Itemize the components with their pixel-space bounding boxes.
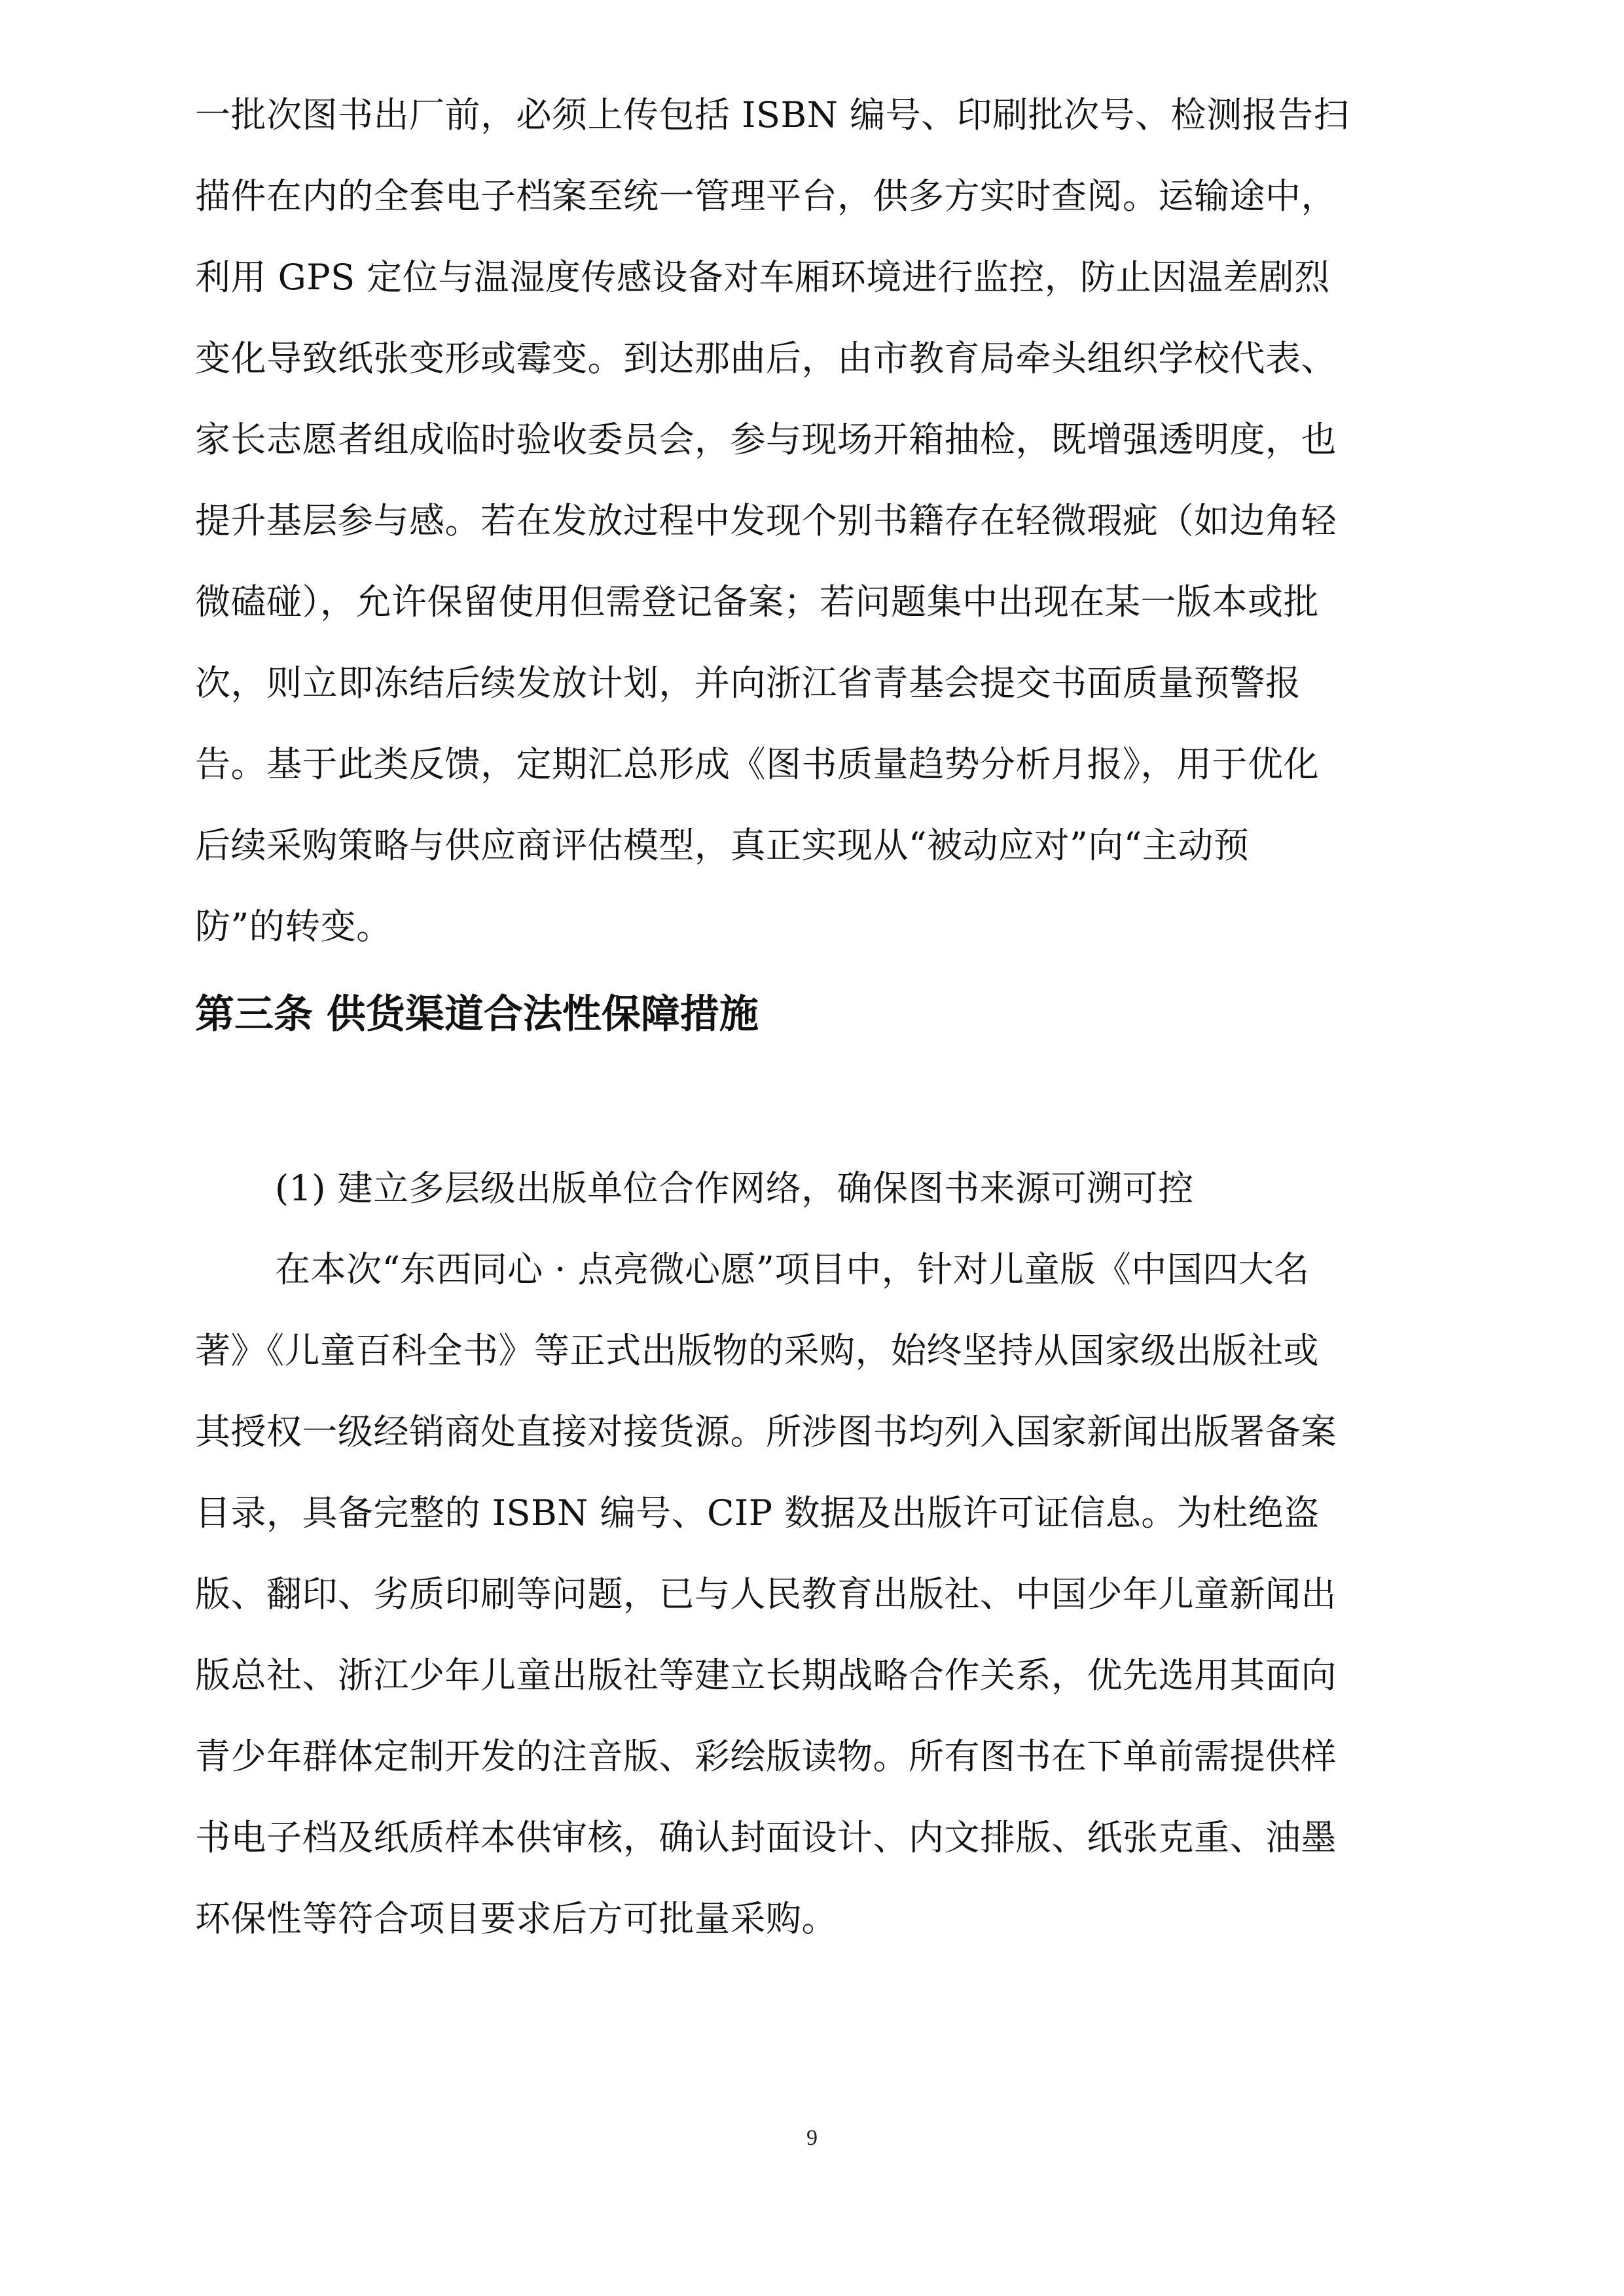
paragraph-line: 利用 GPS 定位与温湿度传感设备对车厢环境进行监控，防止因温差剧烈 [195,257,1330,298]
paragraph-line: 其授权一级经销商处直接对接货源。所涉图书均列入国家新闻出版署备案 [195,1411,1337,1452]
paragraph-line: 描件在内的全套电子档案至统一管理平台，供多方实时查阅。运输途中， [195,175,1337,217]
paragraph-line: 版、翻印、劣质印刷等问题，已与人民教育出版社、中国少年儿童新闻出 [195,1573,1337,1615]
paragraph-line: 家长志愿者组成临时验收委员会，参与现场开箱抽检，既增强透明度，也 [195,419,1337,460]
paragraph-line: 青少年群体定制开发的注音版、彩绘版读物。所有图书在下单前需提供样 [195,1736,1337,1777]
paragraph-line: 著》《儿童百科全书》等正式出版物的采购，始终坚持从国家级出版社或 [195,1330,1319,1371]
paragraph-line: 版总社、浙江少年儿童出版社等建立长期战略合作关系，优先选用其面向 [195,1655,1337,1696]
paragraph-line: 变化导致纸张变形或霉变。到达那曲后，由市教育局牵头组织学校代表、 [195,338,1337,379]
page-number: 9 [806,2126,818,2150]
paragraph-line: 在本次“东西同心 · 点亮微心愿”项目中，针对儿童版《中国四大名 [275,1249,1310,1290]
paragraph-line: 防”的转变。 [195,906,392,947]
paragraph-line: 次，则立即冻结后续发放计划，并向浙江省青基会提交书面质量预警报 [195,662,1301,704]
paragraph-line: 环保性等符合项目要求后方可批量采购。 [195,1898,837,1939]
paragraph-line: 提升基层参与感。若在发放过程中发现个别书籍存在轻微瑕疵（如边角轻 [195,500,1337,541]
paragraph-line: 目录，具备完整的 ISBN 编号、CIP 数据及出版许可证信息。为杜绝盗 [195,1492,1320,1534]
paragraph-line: 微磕碰），允许保留使用但需登记备案；若问题集中出现在某一版本或批 [195,581,1319,622]
section-heading: 第三条 供货渠道合法性保障措施 [195,992,759,1037]
subsection-heading: (1) 建立多层级出版单位合作网络，确保图书来源可溯可控 [275,1168,1194,1209]
paragraph-line: 后续采购策略与供应商评估模型，真正实现从“被动应对”向“主动预 [195,825,1250,866]
paragraph-line: 书电子档及纸质样本供审核，确认封面设计、内文排版、纸张克重、油墨 [195,1817,1337,1858]
paragraph-line: 告。基于此类反馈，定期汇总形成《图书质量趋势分析月报》，用于优化 [195,744,1319,785]
paragraph-line: 一批次图书出厂前，必须上传包括 ISBN 编号、印刷批次号、检测报告扫 [195,94,1350,135]
